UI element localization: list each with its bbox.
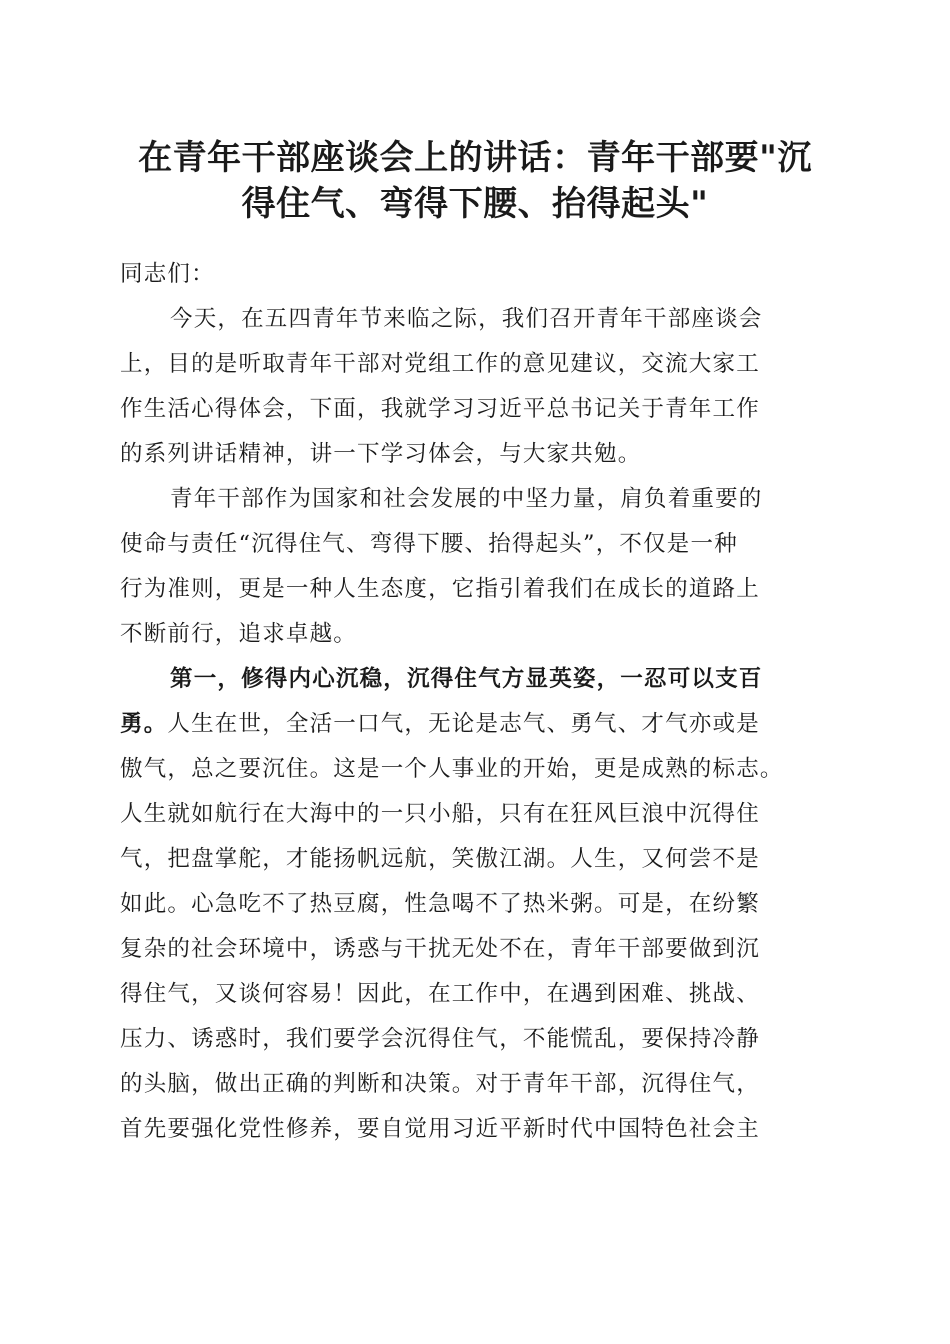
section-heading: 第一，修得内心沉稳，沉得住气方显英姿，一忍可以支百	[170, 666, 763, 692]
paragraph-line: 不断前行，追求卓越。	[120, 621, 358, 647]
paragraph-1	[120, 297, 840, 477]
paragraph-line: 的系列讲话精神，讲一下学习体会，与大家共勉。	[120, 441, 642, 467]
paragraph-line: 气，把盘掌舵，才能扬帆远航，笑傲江湖。人生，又何尝不是	[120, 846, 760, 872]
paragraph-2	[120, 477, 840, 657]
paragraph-line: 压力、诱惑时，我们要学会沉得住气，不能慌乱，要保持冷静	[120, 1026, 760, 1052]
paragraph-line: 首先要强化党性修养，要自觉用习近平新时代中国特色社会主	[120, 1116, 760, 1142]
paragraph-line: 使命与责任“沉得住气、弯得下腰、抬得起头”，不仅是一种	[120, 531, 738, 557]
salutation: 同志们：	[120, 261, 215, 287]
section-heading-tail: 勇。	[120, 711, 168, 737]
paragraph-line: 今天，在五四青年节来临之际，我们召开青年干部座谈会	[170, 306, 763, 332]
paragraph-line: 青年干部作为国家和社会发展的中坚力量，肩负着重要的	[170, 486, 763, 512]
paragraph-line-rest: 人生在世，全活一口气，无论是志气、勇气、才气亦或是	[167, 711, 760, 737]
paragraph-line: 的头脑，做出正确的判断和决策。对于青年干部，沉得住气，	[120, 1071, 760, 1097]
paragraph-line: 行为准则，更是一种人生态度，它指引着我们在成长的道路上	[120, 576, 760, 602]
title-line-1: 在青年干部座谈会上的讲话：青年干部要"沉	[138, 138, 812, 178]
paragraph-line: 复杂的社会环境中，诱惑与干扰无处不在，青年干部要做到沉	[120, 936, 760, 962]
paragraph-line: 作生活心得体会，下面，我就学习习近平总书记关于青年工作	[120, 396, 760, 422]
paragraph-3	[120, 657, 840, 1152]
paragraph-line: 人生就如航行在大海中的一只小船，只有在狂风巨浪中沉得住	[120, 801, 760, 827]
document-body	[120, 252, 840, 1152]
document-title	[110, 135, 840, 227]
paragraph-line-mixed	[120, 702, 840, 747]
paragraph-line: 傲气，总之要沉住。这是一个人事业的开始，更是成熟的标志。	[120, 756, 784, 782]
title-line-2: 得住气、弯得下腰、抬得起头"	[241, 184, 709, 224]
paragraph-line: 得住气，又谈何容易！因此，在工作中，在遇到困难、挑战、	[120, 981, 760, 1007]
paragraph-line: 如此。心急吃不了热豆腐，性急喝不了热米粥。可是，在纷繁	[120, 891, 760, 917]
paragraph-line: 上，目的是听取青年干部对党组工作的意见建议，交流大家工	[120, 351, 760, 377]
